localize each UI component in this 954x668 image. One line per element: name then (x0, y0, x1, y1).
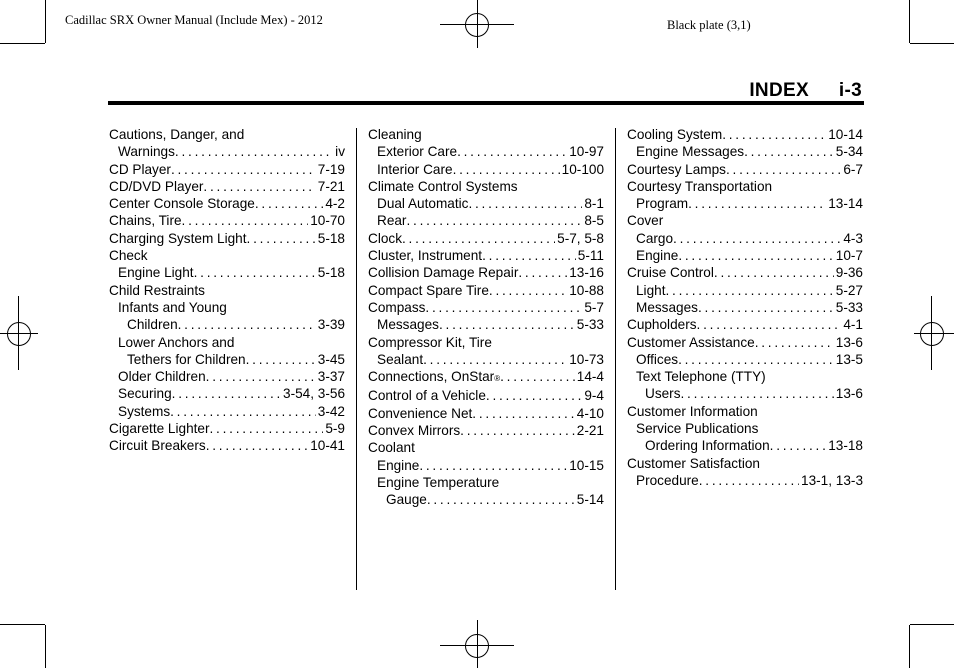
index-entry (109, 316, 345, 333)
entry-term: Ordering Information (645, 438, 770, 454)
index-entry (368, 334, 604, 351)
entry-page-ref: 2-21 (576, 423, 604, 439)
dot-leader (246, 351, 316, 368)
entry-page-ref: 13-5 (835, 351, 863, 367)
entry-term: Older Children (118, 369, 206, 385)
dot-leader (427, 491, 575, 508)
index-entry (627, 126, 863, 143)
index-entry (368, 212, 604, 229)
index-entry (627, 437, 863, 454)
dot-leader (203, 178, 315, 195)
index-entry (109, 351, 345, 368)
dot-leader (744, 143, 834, 160)
entry-page-ref: 4-1 (843, 317, 863, 333)
dot-leader (255, 195, 324, 212)
entry-term: Service Publications (636, 421, 759, 437)
index-entry (368, 474, 604, 491)
entry-term: Control of a Vehicle (368, 388, 486, 404)
entry-term: Gauge (386, 492, 427, 508)
index-entry (627, 212, 863, 229)
index-entry (627, 247, 863, 264)
index-entry (368, 178, 604, 195)
entry-term: Courtesy Lamps (627, 161, 726, 177)
entry-term: Compressor Kit, Tire (368, 334, 492, 350)
page-number: i-3 (838, 80, 862, 101)
registration-mark-left (0, 296, 40, 370)
entry-page-ref: 3-45 (317, 351, 345, 367)
entry-term: Courtesy Transportation (627, 178, 773, 194)
index-entry (368, 126, 604, 143)
entry-page-ref: 10-41 (310, 438, 345, 454)
dot-leader (194, 264, 316, 281)
index-entry (109, 247, 345, 264)
entry-page-ref: 5-11 (577, 248, 604, 264)
dot-leader (726, 161, 841, 178)
registration-mark-bottom (440, 620, 514, 668)
index-entry (627, 351, 863, 368)
index-entry (368, 247, 604, 264)
entry-term: Securing (118, 386, 172, 402)
entry-page-ref: 5-14 (576, 492, 604, 508)
index-entry (368, 405, 604, 422)
column-divider (615, 128, 616, 590)
dot-leader (460, 422, 575, 439)
index-entry (627, 316, 863, 333)
entry-term: Children (127, 317, 178, 333)
dot-leader (714, 264, 834, 281)
entry-term: Rear (377, 213, 407, 229)
index-entry (627, 143, 863, 160)
index-entry (109, 334, 345, 351)
index-column-1 (109, 126, 345, 455)
dot-leader (482, 247, 576, 264)
entry-page-ref: 5-18 (317, 230, 345, 246)
entry-term: Center Console Storage (109, 196, 255, 212)
entry-term: Compass (368, 299, 426, 315)
index-entry (627, 403, 863, 420)
crop-mark (909, 0, 910, 43)
entry-page-ref: 4-2 (325, 196, 345, 212)
index-entry (109, 195, 345, 212)
entry-page-ref: 9-36 (835, 265, 863, 281)
entry-term: Circuit Breakers (109, 438, 206, 454)
index-entry (109, 282, 345, 299)
index-entry (627, 282, 863, 299)
entry-term: Interior Care (377, 161, 453, 177)
dot-leader (178, 316, 316, 333)
entry-term: Engine (636, 248, 679, 264)
dot-leader (665, 282, 833, 299)
dot-leader (406, 212, 582, 229)
index-entry (368, 195, 604, 212)
dot-leader (453, 161, 560, 178)
dot-leader (688, 195, 826, 212)
index-column-3 (627, 126, 863, 489)
entry-page-ref: 10-70 (310, 213, 345, 229)
column-divider (356, 128, 357, 590)
entry-page-ref: 10-73 (569, 351, 604, 367)
index-entry (368, 491, 604, 508)
index-entry (109, 230, 345, 247)
dot-leader (247, 230, 316, 247)
dot-leader (170, 403, 316, 420)
title-label: INDEX (749, 80, 809, 101)
entry-page-ref: 3-42 (317, 403, 345, 419)
entry-term: Convex Mirrors (368, 423, 461, 439)
dot-leader (439, 316, 575, 333)
index-entry (368, 264, 604, 281)
crop-mark (45, 625, 46, 668)
entry-page-ref: 13-18 (828, 438, 863, 454)
entry-term: Systems (118, 403, 171, 419)
dot-leader (210, 420, 324, 437)
entry-term: Cargo (636, 230, 674, 246)
entry-page-ref: 5-27 (835, 282, 863, 298)
index-entry (627, 385, 863, 402)
entry-page-ref: 7-19 (317, 161, 345, 177)
dot-leader (175, 143, 333, 160)
index-column-2 (368, 126, 604, 509)
entry-term: Messages (377, 317, 439, 333)
entry-term: Warnings (118, 144, 175, 160)
entry-page-ref: 13-16 (569, 265, 604, 281)
entry-page-ref: 8-1 (584, 196, 604, 212)
entry-page-ref: 5-18 (317, 265, 345, 281)
entry-term: Customer Information (627, 403, 758, 419)
entry-page-ref: 13-6 (835, 334, 863, 350)
entry-term: CD/DVD Player (109, 178, 204, 194)
entry-page-ref: 5-9 (325, 421, 345, 437)
dot-leader (172, 385, 281, 402)
entry-page-ref: 13-6 (835, 386, 863, 402)
entry-term: Compact Spare Tire (368, 282, 489, 298)
crop-mark (909, 625, 910, 668)
index-entry (627, 178, 863, 195)
entry-term: Light (636, 282, 666, 298)
crop-mark (0, 43, 45, 44)
entry-page-ref: 7-21 (317, 178, 345, 194)
entry-term: Infants and Young (118, 299, 227, 315)
entry-page-ref: 13-1, 13-3 (801, 472, 863, 488)
entry-term: Users (645, 386, 681, 402)
index-entry (368, 161, 604, 178)
running-header: Cadillac SRX Owner Manual (Include Mex) - 2012 (65, 13, 323, 27)
entry-page-ref: 4-3 (843, 230, 863, 246)
entry-term: Cleaning (368, 127, 422, 142)
entry-term: Messages (636, 299, 698, 315)
dot-leader (678, 247, 833, 264)
index-entry (627, 195, 863, 212)
entry-page-ref: 3-54, 3-56 (283, 386, 345, 402)
page-title (749, 80, 862, 102)
dot-leader (472, 405, 574, 422)
dot-leader (697, 316, 842, 333)
index-entry (109, 403, 345, 420)
entry-page-ref: 5-33 (835, 299, 863, 315)
entry-term: Collision Damage Repair (368, 265, 519, 281)
index-entry (109, 161, 345, 178)
entry-page-ref: 10-7 (835, 248, 863, 264)
crop-mark (910, 624, 954, 625)
entry-term: Lower Anchors and (118, 334, 235, 350)
entry-term: Sealant (377, 351, 424, 367)
dot-leader (699, 472, 799, 489)
entry-term: Engine (377, 457, 420, 473)
dot-leader (206, 368, 316, 385)
dot-leader (171, 161, 316, 178)
index-entry (368, 230, 604, 247)
dot-leader (755, 334, 834, 351)
entry-term: Cover (627, 213, 664, 229)
entry-term: Engine Messages (636, 144, 745, 160)
entry-term: Coolant (368, 440, 415, 456)
plate-label: Black plate (3,1) (667, 18, 751, 32)
index-entry (109, 420, 345, 437)
index-entry (627, 455, 863, 472)
entry-term: Clock (368, 230, 402, 246)
entry-term: Convenience Net (368, 405, 473, 421)
crop-mark (910, 43, 954, 44)
crop-mark (45, 0, 46, 43)
entry-page-ref: 10-97 (569, 144, 604, 160)
entry-term: Offices (636, 351, 679, 367)
index-entry (627, 230, 863, 247)
index-entry (627, 299, 863, 316)
entry-term: Connections, OnStar (368, 369, 495, 385)
entry-page-ref: 3-39 (317, 317, 345, 333)
index-entry (109, 212, 345, 229)
entry-term: Tethers for Children (127, 351, 246, 367)
index-entry (627, 420, 863, 437)
index-entry (368, 387, 604, 404)
index-entry (627, 472, 863, 489)
index-entry (109, 299, 345, 316)
index-entry (368, 351, 604, 368)
entry-term: Cupholders (627, 317, 697, 333)
index-entry (368, 299, 604, 316)
entry-page-ref: 5-33 (576, 317, 604, 333)
entry-page-ref: 5-34 (835, 144, 863, 160)
entry-term: Cluster, Instrument (368, 248, 483, 264)
entry-page-ref: 10-88 (569, 282, 604, 298)
dot-leader (722, 126, 826, 143)
entry-term: Cigarette Lighter (109, 421, 210, 437)
entry-term: Engine Light (118, 265, 194, 281)
index-entry (627, 264, 863, 281)
dot-leader (423, 351, 567, 368)
dot-leader (419, 457, 567, 474)
dot-leader (425, 299, 582, 316)
dot-leader (518, 264, 567, 281)
index-entry (109, 143, 345, 160)
dot-leader (681, 385, 834, 402)
entry-page-ref: 3-37 (317, 369, 345, 385)
entry-page-ref: 10-100 (561, 161, 604, 177)
entry-term: Dual Automatic (377, 196, 469, 212)
index-entry (109, 368, 345, 385)
dot-leader (206, 437, 309, 454)
index-entry (627, 334, 863, 351)
registration-mark-right (914, 296, 954, 370)
entry-page-ref: 4-10 (576, 405, 604, 421)
entry-term: Chains, Tire (109, 213, 182, 229)
entry-term: Charging System Light (109, 230, 247, 246)
entry-term: Program (636, 196, 689, 212)
entry-page-ref: 6-7 (843, 161, 863, 177)
index-entry (109, 126, 345, 143)
index-entry (368, 282, 604, 299)
index-entry (627, 368, 863, 385)
index-entry (109, 178, 345, 195)
index-entry (109, 264, 345, 281)
entry-term: Check (109, 248, 148, 264)
dot-leader (678, 351, 834, 368)
index-entry (368, 422, 604, 439)
entry-term: Customer Assistance (627, 334, 755, 350)
entry-term: Climate Control Systems (368, 178, 518, 194)
registered-mark: ® (494, 374, 501, 384)
entry-page-ref: 10-14 (828, 127, 863, 142)
index-entry (368, 439, 604, 456)
entry-term: Customer Satisfaction (627, 455, 760, 471)
index-entry (368, 457, 604, 474)
entry-term: Text Telephone (TTY) (636, 369, 766, 385)
index-entry (368, 368, 604, 387)
entry-term: Cautions, Danger, and (109, 127, 245, 142)
entry-term: Cruise Control (627, 265, 714, 281)
index-entry (368, 143, 604, 160)
title-rule (108, 101, 864, 105)
entry-page-ref: iv (335, 144, 345, 160)
index-entry (368, 316, 604, 333)
dot-leader (182, 212, 309, 229)
index-entry (109, 385, 345, 402)
entry-term: Cooling System (627, 127, 723, 142)
entry-page-ref: 9-4 (584, 388, 604, 404)
dot-leader (468, 195, 582, 212)
entry-term: Exterior Care (377, 144, 458, 160)
entry-page-ref: 5-7 (584, 299, 604, 315)
crop-mark (0, 624, 45, 625)
entry-term: Engine Temperature (377, 474, 500, 490)
entry-page-ref: 8-5 (584, 213, 604, 229)
entry-term: CD Player (109, 161, 171, 177)
entry-term: Child Restraints (109, 282, 205, 298)
dot-leader (698, 299, 834, 316)
dot-leader (770, 437, 827, 454)
dot-leader (489, 282, 567, 299)
index-entry (627, 161, 863, 178)
registration-mark-top (440, 0, 514, 50)
dot-leader (486, 387, 582, 404)
dot-leader (500, 368, 575, 385)
entry-page-ref: 13-14 (828, 196, 863, 212)
dot-leader (457, 143, 567, 160)
index-entry (109, 437, 345, 454)
dot-leader (673, 230, 841, 247)
entry-page-ref: 14-4 (576, 369, 604, 385)
entry-term: Procedure (636, 472, 699, 488)
entry-page-ref: 5-7, 5-8 (557, 230, 604, 246)
dot-leader (402, 230, 555, 247)
entry-page-ref: 10-15 (569, 457, 604, 473)
